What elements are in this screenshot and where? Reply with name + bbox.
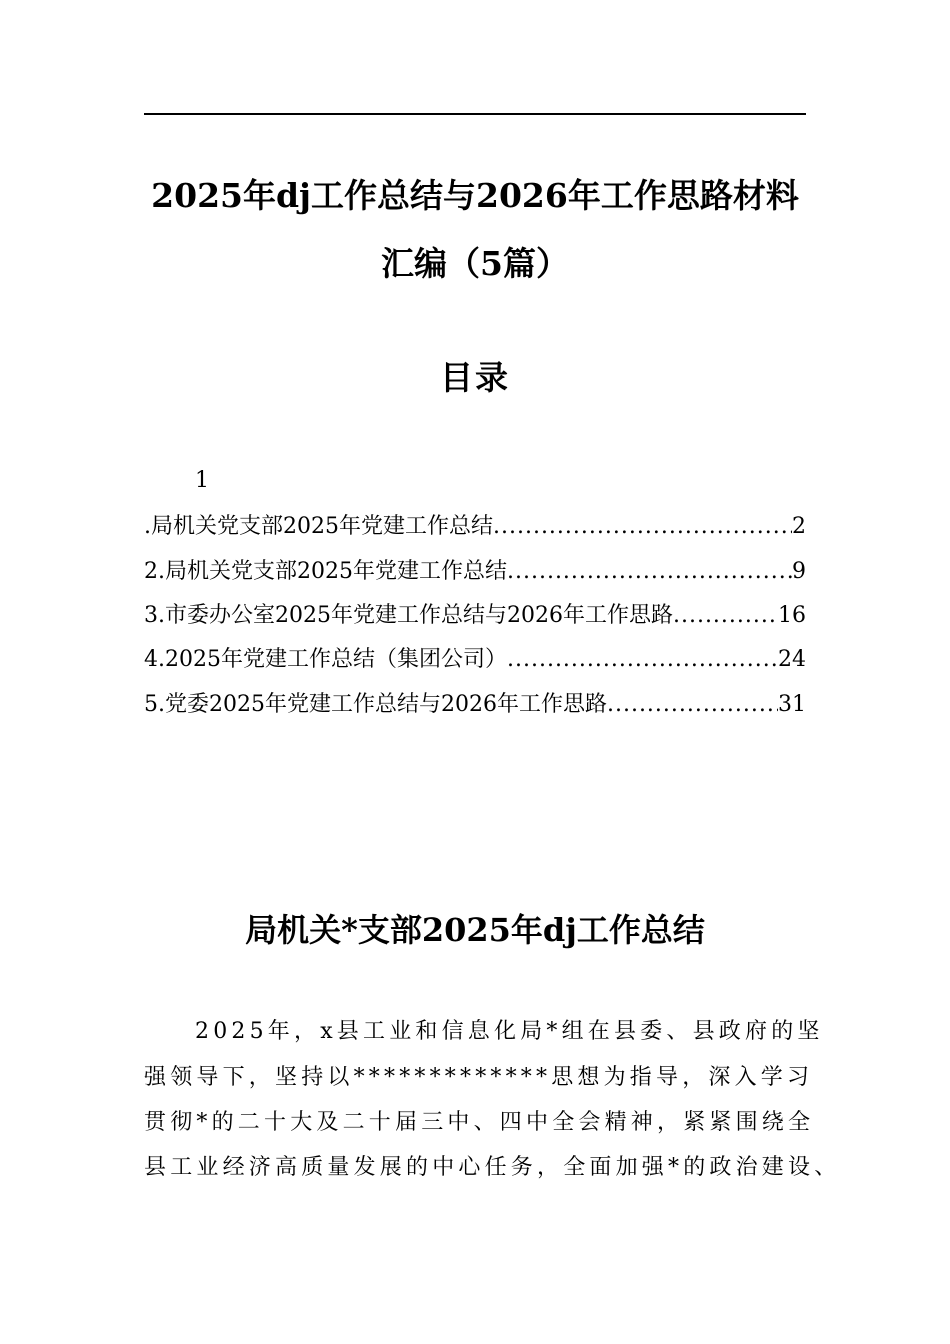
toc-entry-label: 4.2025年党建工作总结（集团公司）: [144, 647, 507, 672]
toc-entry-1[interactable]: [144, 512, 806, 542]
toc-leader-dots: [493, 512, 792, 542]
section-title: 局机关*支部2025年dj工作总结: [245, 911, 705, 949]
toc-heading: 目录: [440, 358, 510, 397]
toc-entry-page: 31: [778, 692, 806, 717]
toc-entry-label: .局机关党支部2025年党建工作总结: [144, 514, 493, 539]
document-title-line-1: 2025年dj工作总结与2026年工作思路材料: [151, 176, 799, 215]
toc-entry-page: 24: [778, 647, 806, 672]
toc-entry-label: 3.市委办公室2025年党建工作总结与2026年工作思路: [144, 603, 673, 628]
toc-entry-page: 2: [792, 514, 806, 539]
toc-leader-dots: [507, 557, 792, 587]
toc-entry-label: 5.党委2025年党建工作总结与2026年工作思路: [144, 692, 607, 717]
toc-entry-page: 16: [778, 603, 806, 628]
toc-entry-page: 9: [792, 559, 806, 584]
toc-entry-5[interactable]: [144, 690, 806, 720]
header-rule: [144, 113, 806, 115]
toc-entry-label: 2.局机关党支部2025年党建工作总结: [144, 559, 507, 584]
body-paragraph-line: 贯彻*的二十大及二十届三中、四中全会精神，紧紧围绕全: [144, 1110, 815, 1135]
document-title-line-2: 汇编（5篇）: [381, 244, 569, 283]
body-paragraph-line: 2025年，x县工业和信息化局*组在县委、县政府的坚: [195, 1019, 824, 1044]
toc-leader-dots: [507, 645, 778, 675]
toc-entry-4[interactable]: [144, 645, 806, 675]
toc-leader-dots: [607, 690, 778, 720]
toc-entry-2[interactable]: [144, 557, 806, 587]
body-paragraph-line: 强领导下，坚持以*************思想为指导，深入学习: [144, 1065, 814, 1090]
toc-leader-dots: [673, 601, 778, 631]
toc-first-number: 1: [195, 468, 209, 493]
toc-entry-3[interactable]: [144, 601, 806, 631]
body-paragraph-line: 县工业经济高质量发展的中心任务，全面加强*的政治建设、: [144, 1155, 841, 1180]
